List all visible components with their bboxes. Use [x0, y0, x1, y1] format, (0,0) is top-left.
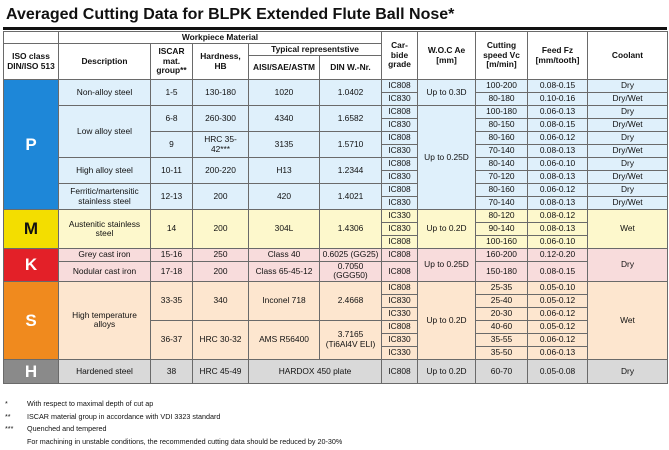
cutting-speed: 80-160	[476, 184, 528, 197]
coolant-value: Dry/Wet	[588, 197, 668, 210]
material-din: 2.4668	[320, 281, 382, 320]
cutting-speed: 150-180	[476, 262, 528, 282]
carbide-grade: IC808	[382, 158, 418, 171]
material-aisi: Inconel 718	[249, 281, 320, 320]
header-cutting-speed: Cutting speed Vc [m/min]	[476, 32, 528, 80]
carbide-grade: IC808	[382, 80, 418, 93]
cutting-speed: 160-200	[476, 249, 528, 262]
material-group: 12-13	[151, 184, 193, 210]
material-din: 1.4306	[320, 210, 382, 249]
woc-value: Up to 0.25D	[418, 106, 476, 210]
material-description: Ferritic/martensitic stainless steel	[59, 184, 151, 210]
carbide-grade: IC808	[382, 106, 418, 119]
material-aisi: AMS R56400	[249, 320, 320, 359]
material-hardness: 250	[193, 249, 249, 262]
cutting-speed: 70-140	[476, 197, 528, 210]
woc-value: Up to 0.25D	[418, 249, 476, 282]
feed-value: 0.05-0.08	[528, 359, 588, 383]
cutting-speed: 100-200	[476, 80, 528, 93]
material-hardness: HRC 35-42***	[193, 132, 249, 158]
header-coolant: Coolant	[588, 32, 668, 80]
iso-class-p: P	[4, 80, 59, 210]
carbide-grade: IC808	[382, 320, 418, 333]
material-hardness: 130-180	[193, 80, 249, 106]
cutting-speed: 80-180	[476, 93, 528, 106]
feed-value: 0.06-0.12	[528, 132, 588, 145]
footnote: For machining in unstable conditions, the recommended cutting data should be reduced by 20-30%	[27, 436, 343, 446]
woc-value: Up to 0.2D	[418, 210, 476, 249]
material-aisi: H13	[249, 158, 320, 184]
iso-class-h: H	[4, 359, 59, 383]
header-hardness: Hardness, HB	[193, 44, 249, 80]
material-aisi: Class 65-45-12	[249, 262, 320, 282]
feed-value: 0.08-0.15	[528, 119, 588, 132]
material-group: 36-37	[151, 320, 193, 359]
coolant-value: Dry	[588, 158, 668, 171]
material-description: High temperature alloys	[59, 281, 151, 359]
material-description: High alloy steel	[59, 158, 151, 184]
cutting-speed: 25-35	[476, 281, 528, 294]
header-aisi: AISI/SAE/ASTM	[249, 56, 320, 80]
material-din: 0.7050 (GGG50)	[320, 262, 382, 282]
page-title: Averaged Cutting Data for BLPK Extended Flute Ball Nose*	[6, 6, 455, 23]
material-group: 33-35	[151, 281, 193, 320]
header-description: Description	[59, 44, 151, 80]
carbide-grade: IC830	[382, 223, 418, 236]
material-group: 10-11	[151, 158, 193, 184]
coolant-value: Dry/Wet	[588, 171, 668, 184]
cutting-speed: 20-30	[476, 307, 528, 320]
feed-value: 0.06-0.12	[528, 307, 588, 320]
coolant-value: Dry/Wet	[588, 145, 668, 158]
material-group: 9	[151, 132, 193, 158]
footnote: ** ISCAR material group in accordance with VDI 3323 standard	[5, 411, 221, 421]
material-aisi: 4340	[249, 106, 320, 132]
coolant-value: Dry	[588, 249, 668, 282]
material-din: 1.2344	[320, 158, 382, 184]
coolant-value: Wet	[588, 281, 668, 359]
carbide-grade: IC808	[382, 249, 418, 262]
coolant-value: Dry/Wet	[588, 119, 668, 132]
material-hardness: HRC 45-49	[193, 359, 249, 383]
material-din: 1.6582	[320, 106, 382, 132]
cutting-speed: 80-120	[476, 210, 528, 223]
carbide-grade: IC830	[382, 171, 418, 184]
woc-value: Up to 0.2D	[418, 281, 476, 359]
carbide-grade: IC330	[382, 346, 418, 359]
coolant-value: Dry/Wet	[588, 93, 668, 106]
carbide-grade: IC808	[382, 281, 418, 294]
material-aisi: Class 40	[249, 249, 320, 262]
cutting-speed: 40-60	[476, 320, 528, 333]
header-din: DIN W.-Nr.	[320, 56, 382, 80]
feed-value: 0.05-0.10	[528, 281, 588, 294]
coolant-value: Dry	[588, 184, 668, 197]
feed-value: 0.08-0.12	[528, 210, 588, 223]
cutting-speed: 90-140	[476, 223, 528, 236]
feed-value: 0.06-0.13	[528, 346, 588, 359]
woc-value: Up to 0.2D	[418, 359, 476, 383]
cutting-speed: 100-180	[476, 106, 528, 119]
header-typical: Typical representstive	[249, 44, 382, 56]
cutting-data-table	[3, 31, 668, 384]
material-group: 15-16	[151, 249, 193, 262]
carbide-grade: IC808	[382, 184, 418, 197]
feed-value: 0.08-0.13	[528, 197, 588, 210]
header-workpiece-material: Workpiece Material	[59, 32, 382, 44]
material-din: 1.4021	[320, 184, 382, 210]
coolant-value: Wet	[588, 210, 668, 249]
cutting-speed: 35-50	[476, 346, 528, 359]
cutting-speed: 35-55	[476, 333, 528, 346]
feed-value: 0.10-0.16	[528, 93, 588, 106]
material-din: 1.0402	[320, 80, 382, 106]
feed-value: 0.12-0.20	[528, 249, 588, 262]
material-din: 1.5710	[320, 132, 382, 158]
carbide-grade: IC830	[382, 197, 418, 210]
iso-class-s: S	[4, 281, 59, 359]
material-aisi: 304L	[249, 210, 320, 249]
material-hardness: 200-220	[193, 158, 249, 184]
carbide-grade: IC830	[382, 294, 418, 307]
carbide-grade: IC830	[382, 119, 418, 132]
feed-value: 0.06-0.10	[528, 236, 588, 249]
material-hardness: 340	[193, 281, 249, 320]
material-hardness: 260-300	[193, 106, 249, 132]
material-hardness: 200	[193, 184, 249, 210]
title-rule	[3, 27, 667, 30]
feed-value: 0.06-0.13	[528, 106, 588, 119]
header-blank	[4, 32, 59, 44]
cutting-speed: 100-160	[476, 236, 528, 249]
cutting-speed: 80-140	[476, 158, 528, 171]
header-feed: Feed Fz [mm/tooth]	[528, 32, 588, 80]
footnotes	[5, 398, 342, 448]
material-group: 14	[151, 210, 193, 249]
material-description: Low alloy steel	[59, 106, 151, 158]
feed-value: 0.08-0.15	[528, 262, 588, 282]
material-description: Nodular cast iron	[59, 262, 151, 282]
material-aisi: 1020	[249, 80, 320, 106]
material-group: 1-5	[151, 80, 193, 106]
material-din: 3.7165 (Ti6Al4V ELI)	[320, 320, 382, 359]
feed-value: 0.05-0.12	[528, 294, 588, 307]
carbide-grade: IC830	[382, 93, 418, 106]
cutting-speed: 70-140	[476, 145, 528, 158]
cutting-speed: 70-120	[476, 171, 528, 184]
feed-value: 0.06-0.10	[528, 158, 588, 171]
carbide-grade: IC830	[382, 333, 418, 346]
material-aisi: 420	[249, 184, 320, 210]
material-description: Non-alloy steel	[59, 80, 151, 106]
material-group: 17-18	[151, 262, 193, 282]
iso-class-m: M	[4, 210, 59, 249]
cutting-speed: 80-160	[476, 132, 528, 145]
material-group: 38	[151, 359, 193, 383]
carbide-grade: IC808	[382, 359, 418, 383]
material-hardness: HRC 30-32	[193, 320, 249, 359]
header-carbide-grade: Car-bide grade	[382, 32, 418, 80]
cutting-speed: 60-70	[476, 359, 528, 383]
material-description: Austenitic stainless steel	[59, 210, 151, 249]
coolant-value: Dry	[588, 80, 668, 93]
coolant-value: Dry	[588, 359, 668, 383]
coolant-value: Dry	[588, 132, 668, 145]
feed-value: 0.05-0.12	[528, 320, 588, 333]
material-group: 6-8	[151, 106, 193, 132]
feed-value: 0.08-0.13	[528, 171, 588, 184]
header-woc: W.O.C Ae [mm]	[418, 32, 476, 80]
feed-value: 0.06-0.12	[528, 333, 588, 346]
carbide-grade: IC330	[382, 210, 418, 223]
header-iscar-group: ISCAR mat. group**	[151, 44, 193, 80]
material-description: Grey cast iron	[59, 249, 151, 262]
iso-class-k: K	[4, 249, 59, 282]
material-description: Hardened steel	[59, 359, 151, 383]
coolant-value: Dry	[588, 106, 668, 119]
feed-value: 0.08-0.15	[528, 80, 588, 93]
carbide-grade: IC808	[382, 236, 418, 249]
feed-value: 0.08-0.13	[528, 145, 588, 158]
material-hardness: 200	[193, 262, 249, 282]
woc-value: Up to 0.3D	[418, 80, 476, 106]
feed-value: 0.06-0.12	[528, 184, 588, 197]
carbide-grade: IC330	[382, 307, 418, 320]
header-iso-class: ISO class DIN/ISO 513	[4, 44, 59, 80]
footnote: *** Quenched and tempered	[5, 424, 107, 433]
carbide-grade: IC830	[382, 145, 418, 158]
material-aisi: 3135	[249, 132, 320, 158]
carbide-grade: IC808	[382, 262, 418, 282]
material-din: 0.6025 (GG25)	[320, 249, 382, 262]
carbide-grade: IC808	[382, 132, 418, 145]
footnote: * With respect to maximal depth of cut ap	[5, 399, 154, 408]
material-aisi-din: HARDOX 450 plate	[249, 359, 382, 383]
cutting-speed: 25-40	[476, 294, 528, 307]
feed-value: 0.08-0.13	[528, 223, 588, 236]
material-hardness: 200	[193, 210, 249, 249]
cutting-speed: 80-150	[476, 119, 528, 132]
